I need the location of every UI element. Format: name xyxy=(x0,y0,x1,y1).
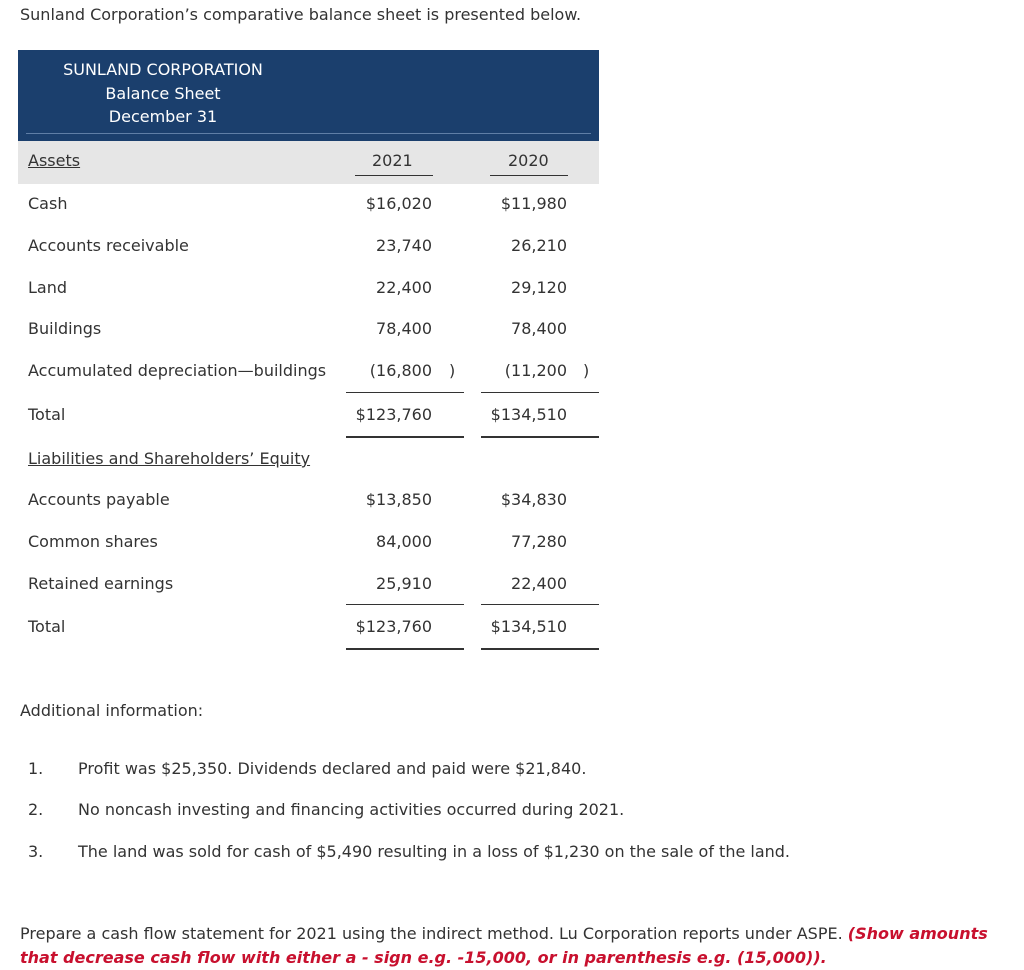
assets-heading: Assets xyxy=(28,151,81,170)
value-2021: (16,800 xyxy=(369,361,432,380)
instruction-hint: (Show amounts that decrease cash flow with either a - sign e.g. -15,000, or in parenthesis e.g. (15,000)). xyxy=(20,924,988,967)
list-text: No noncash investing and financing activities occurred during 2021. xyxy=(78,800,625,819)
year-2020-underline xyxy=(490,175,568,176)
assets-subtotal-line-2021 xyxy=(346,392,464,393)
value-2021: 22,400 xyxy=(376,278,432,297)
total-2020: $134,510 xyxy=(490,405,567,424)
statement-date: December 31 xyxy=(108,107,218,126)
row-label: Common shares xyxy=(28,532,158,551)
instruction-main: Prepare a cash flow statement for 2021 using the indirect method. Lu Corporation reports under ASPE. xyxy=(20,924,843,943)
assets-subtotal-line-2020 xyxy=(481,392,599,393)
header-rule xyxy=(26,133,591,134)
value-2020: 77,280 xyxy=(511,532,567,551)
year-2021-heading: 2021 xyxy=(372,151,413,170)
value-2020: (11,200 xyxy=(504,361,567,380)
value-2021: 25,910 xyxy=(376,574,432,593)
closing-paren-2020: ) xyxy=(583,361,590,380)
value-2020: $34,830 xyxy=(500,490,567,509)
year-2020-heading: 2020 xyxy=(508,151,549,170)
additional-info-label: Additional information: xyxy=(20,701,204,720)
value-2020: 22,400 xyxy=(511,574,567,593)
row-label: Cash xyxy=(28,194,68,213)
list-text: Profit was $25,350. Dividends declared and paid were $21,840. xyxy=(78,759,587,778)
liabilities-total-double-line-2021 xyxy=(346,648,464,650)
total-2021: $123,760 xyxy=(355,617,432,636)
row-label: Buildings xyxy=(28,319,102,338)
year-2021-underline xyxy=(355,175,433,176)
instruction-text xyxy=(20,922,1010,970)
total-2020: $134,510 xyxy=(490,617,567,636)
statement-title: Balance Sheet xyxy=(105,84,221,103)
value-2020: 78,400 xyxy=(511,319,567,338)
value-2020: 26,210 xyxy=(511,236,567,255)
list-number: 1. xyxy=(28,759,44,778)
row-label: Accounts receivable xyxy=(28,236,189,255)
value-2021: 78,400 xyxy=(376,319,432,338)
intro-text: Sunland Corporation’s comparative balance sheet is presented below. xyxy=(20,5,582,24)
row-label: Total xyxy=(28,617,66,636)
company-name: SUNLAND CORPORATION xyxy=(63,60,263,79)
closing-paren-2021: ) xyxy=(449,361,456,380)
row-label: Total xyxy=(28,405,66,424)
list-number: 2. xyxy=(28,800,44,819)
value-2020: 29,120 xyxy=(511,278,567,297)
assets-total-double-line-2021 xyxy=(346,436,464,438)
liabilities-total-double-line-2020 xyxy=(481,648,599,650)
balance-sheet-header xyxy=(18,50,599,141)
liabilities-heading: Liabilities and Shareholders’ Equity xyxy=(28,449,311,468)
value-2021: 23,740 xyxy=(376,236,432,255)
liabilities-subtotal-line-2020 xyxy=(481,604,599,605)
value-2020: $11,980 xyxy=(500,194,567,213)
assets-total-double-line-2020 xyxy=(481,436,599,438)
value-2021: $16,020 xyxy=(365,194,432,213)
total-2021: $123,760 xyxy=(355,405,432,424)
row-label: Retained earnings xyxy=(28,574,174,593)
liabilities-subtotal-line-2021 xyxy=(346,604,464,605)
row-label: Land xyxy=(28,278,68,297)
list-number: 3. xyxy=(28,842,44,861)
list-text: The land was sold for cash of $5,490 resulting in a loss of $1,230 on the sale of the land. xyxy=(78,842,791,861)
value-2021: $13,850 xyxy=(365,490,432,509)
row-label: Accumulated depreciation—buildings xyxy=(28,361,327,380)
value-2021: 84,000 xyxy=(376,532,432,551)
row-label: Accounts payable xyxy=(28,490,170,509)
